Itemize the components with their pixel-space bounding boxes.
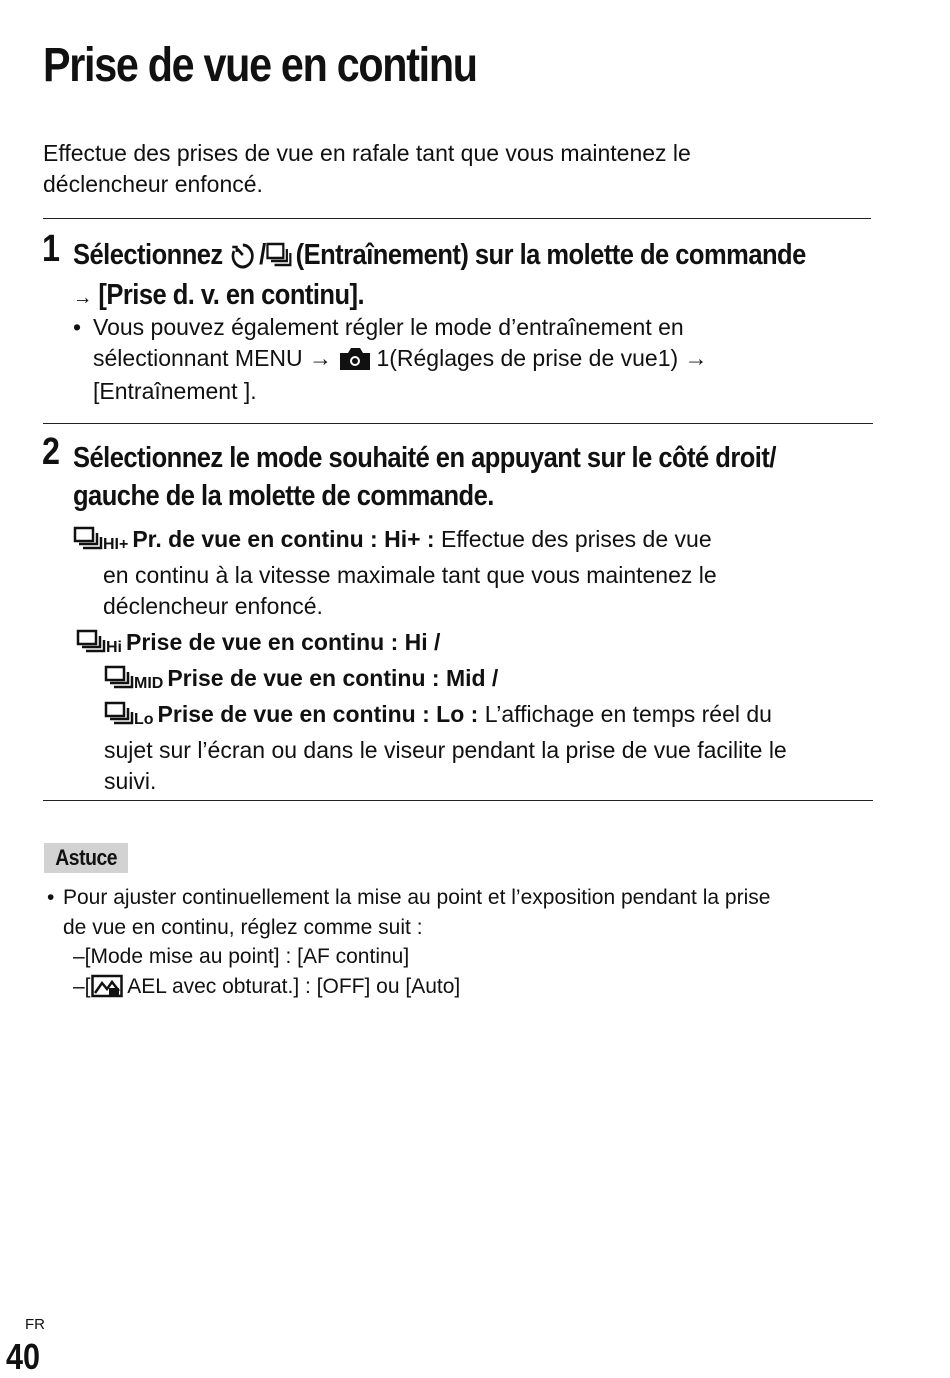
- divider: [43, 218, 871, 219]
- arrow-icon: →: [684, 345, 708, 371]
- tip-item-2-rest: AEL avec obturat.] : [OFF] ou [Auto]: [122, 975, 461, 998]
- hi-plus-desc-1: Effectue des prises de vue: [434, 526, 712, 552]
- step-1-heading-text-b: (Entraînement) sur la molette de commande: [295, 239, 806, 271]
- intro-paragraph: [43, 138, 843, 200]
- tip-badge: Astuce: [44, 843, 128, 873]
- self-timer-icon: [229, 238, 255, 276]
- divider: [43, 423, 873, 424]
- step-1-bullet-line-2: [73, 343, 873, 376]
- step-2-number: 2: [42, 431, 60, 473]
- continuous-drive-icon: [104, 665, 163, 699]
- step-2-heading-line-1: Sélectionnez le mode souhaité en appuyant sur le côté droit/: [73, 442, 776, 474]
- mid-subscript: MID: [134, 675, 164, 692]
- step-1-heading: Sélectionnez / (Entraînement) sur la molette de commande → [Prise d. v. en continu].: [73, 239, 806, 311]
- continuous-drive-icon: [266, 238, 292, 276]
- step-1-number: 1: [42, 228, 60, 270]
- step-1-bullet-line-3: [Entraînement ].: [93, 378, 257, 404]
- hi-label: Prise de vue en continu : Hi /: [126, 629, 441, 655]
- bullet-dot: •: [73, 314, 82, 340]
- arrow-icon: →: [309, 345, 333, 371]
- lo-desc-3: suivi.: [104, 768, 157, 794]
- intro-line-1: Effectue des prises de vue en rafale tant que vous maintenez le: [43, 140, 691, 166]
- page-title: Prise de vue en continu: [43, 39, 477, 92]
- lo-desc-2: sujet sur l’écran ou dans le viseur pendant la prise de vue facilite le: [104, 737, 787, 763]
- step-2-heading-line-2: gauche de la molette de commande.: [73, 480, 494, 512]
- language-code: FR: [25, 1316, 45, 1333]
- tip-item-2-prefix: –[: [73, 975, 91, 998]
- continuous-drive-icon: [104, 701, 154, 735]
- shooting-settings-text: 1(Réglages de prise de vue1): [376, 345, 679, 371]
- tip-bullet: [47, 883, 887, 943]
- hi-plus-desc-3: déclencheur enfoncé.: [103, 593, 323, 619]
- lo-desc-1: L’affichage en temps réel du: [478, 701, 772, 727]
- hi-plus-label: Pr. de vue en continu : Hi+ :: [132, 526, 435, 552]
- lo-subscript: Lo: [134, 711, 154, 728]
- continuous-drive-icon: [73, 526, 128, 560]
- mode-hi-mid-lo: [76, 627, 876, 797]
- tip-item-ael-shutter: [73, 972, 460, 1004]
- menu-path-text: sélectionnant MENU: [93, 345, 303, 371]
- step-1-heading-line-2: [Prise d. v. en continu].: [98, 279, 365, 311]
- step-1-heading-text-a: Sélectionnez: [73, 239, 230, 271]
- divider: [43, 800, 873, 801]
- lo-label: Prise de vue en continu : Lo :: [157, 701, 479, 727]
- hi-subscript: Hi: [106, 639, 122, 656]
- step-1-bullet-line-1: Vous pouvez également régler le mode d’entraînement en: [93, 314, 684, 340]
- mode-hi-plus: [73, 524, 873, 622]
- camera-icon: [338, 345, 372, 376]
- continuous-drive-icon: [76, 629, 122, 663]
- tip-line-1: Pour ajuster continuellement la mise au point et l’exposition pendant la prise: [63, 886, 771, 909]
- intro-line-2: déclencheur enfoncé.: [43, 171, 263, 197]
- tip-item-focus-mode: –[Mode mise au point] : [AF continu]: [73, 945, 410, 968]
- arrow-icon: →: [73, 284, 92, 309]
- tip-line-2: de vue en continu, réglez comme suit :: [63, 916, 423, 939]
- hi-plus-desc-2: en continu à la vitesse maximale tant que vous maintenez le: [103, 562, 717, 588]
- exposure-lock-icon: [91, 974, 123, 1004]
- hi-plus-subscript: HI+: [103, 536, 129, 553]
- bullet-dot: •: [47, 886, 55, 909]
- step-2-heading: [73, 439, 812, 515]
- step-1-bullet: [73, 312, 873, 407]
- page-number: 40: [6, 1336, 41, 1377]
- mid-label: Prise de vue en continu : Mid /: [167, 665, 499, 691]
